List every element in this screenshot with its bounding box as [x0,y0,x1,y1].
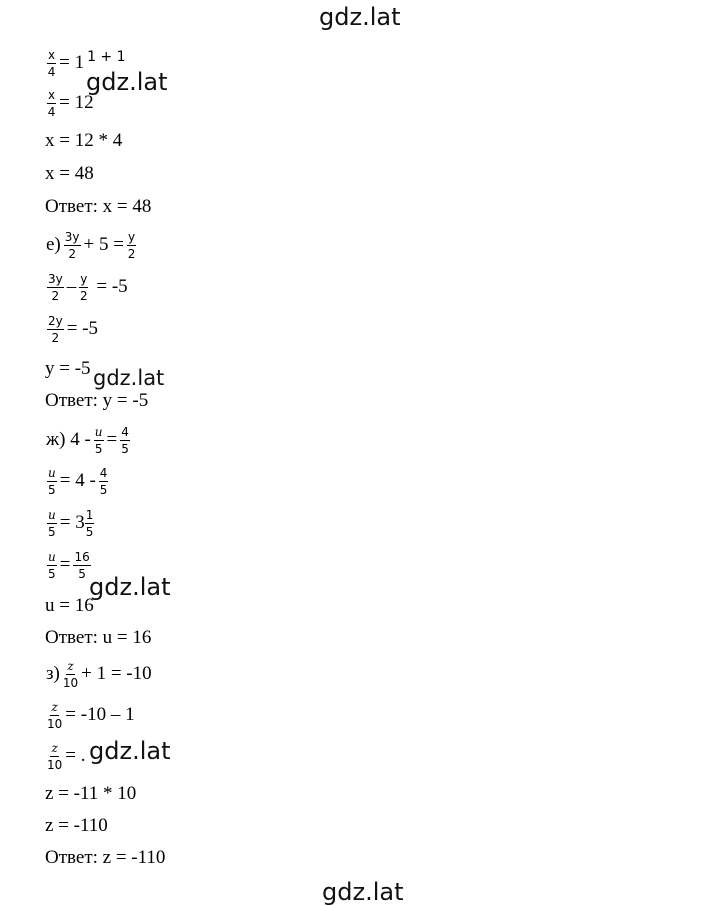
equation-line [45,739,87,773]
fraction: $\frac{u}{5}$ [94,424,103,456]
answer-line [45,190,151,224]
fraction: $\frac{u}{5}$ [48,465,56,497]
fraction: $\frac{1}{5}$ [85,507,94,539]
task-label: ж) 4 - [46,429,91,450]
equation-line [45,589,94,623]
task-label: е) [46,234,61,255]
fraction: $\frac{z}{10}$ [47,699,63,731]
equation-text: = [106,429,118,450]
answer-line [45,621,151,655]
equation-text: y = -5 [45,358,91,379]
fraction: $\frac{x}{4}$ [47,47,56,79]
watermark: gdz.lat [89,573,171,601]
answer-text: Ответ: x = 48 [45,196,152,217]
fraction: $\frac{4}{5}$ [121,424,129,456]
equation-text: = -10 – 1 [65,704,135,725]
equation-text: = -5 [66,318,99,339]
equation-line [45,46,126,80]
equation-text: = 12 [59,92,94,113]
fraction: $\frac{16}{5}$ [74,549,90,581]
watermark-top: gdz.lat [319,3,401,31]
equation-text: + 5 = [83,234,124,255]
equation-line [45,312,99,346]
equation-text: z = -11 * 10 [45,783,137,804]
fraction: $\frac{y}{2}$ [127,229,136,261]
watermark: gdz.lat [86,68,168,96]
equation-line [45,809,108,843]
equation-text: = 4 - [59,470,96,491]
equation-line [45,657,153,691]
equation-line [45,228,138,262]
fraction: $\frac{2y}{2}$ [48,313,63,345]
equation-line [45,506,96,540]
equation-text: u = 16 [45,595,94,616]
fraction: $\frac{3y}{2}$ [48,271,63,303]
answer-text: Ответ: u = 16 [45,627,152,648]
equation-line [45,423,132,457]
fraction: $\frac{z}{10}$ [62,658,79,690]
equation-text: = 3 [59,512,85,533]
equation-text: – [66,276,77,297]
equation-text: = [59,554,71,575]
fraction: $\frac{y}{2}$ [79,271,88,303]
equation-line [45,270,129,304]
fraction: $\frac{x}{4}$ [47,87,56,119]
mixed-number [59,509,97,538]
task-label: з) [46,663,60,684]
fraction: $\frac{z}{10}$ [47,740,63,772]
equation-line [45,698,136,732]
equation-line [45,352,91,386]
equation-line [45,777,136,811]
equation-line [45,86,95,120]
answer-text: Ответ: y = -5 [45,390,149,411]
equation-line [45,124,122,158]
fraction: $\frac{3y}{2}$ [64,229,80,261]
equation-text: = -5 [96,276,128,297]
watermark-bottom: gdz.lat [322,878,404,906]
equation-text: = 1 [59,52,85,73]
watermark: gdz.lat [93,366,165,390]
equation-line [45,464,110,498]
fraction: $\frac{u}{5}$ [48,507,56,539]
watermark: gdz.lat [89,737,171,765]
answer-line [45,384,148,418]
equation-text: x = 12 * 4 [45,130,123,151]
equation-text: z = -110 [45,815,108,836]
fraction: $\frac{u}{5}$ [48,549,56,581]
equation-line [45,157,94,191]
equation-text: = . [65,745,86,766]
equation-text-cutoff: 1 + 1 [87,49,126,65]
answer-line [45,841,165,875]
fraction: $\frac{4}{5}$ [99,465,108,497]
equation-text: x = 48 [45,163,94,184]
answer-text: Ответ: z = -110 [45,847,166,868]
equation-line [45,548,93,582]
equation-text: + 1 = -10 [81,663,152,684]
